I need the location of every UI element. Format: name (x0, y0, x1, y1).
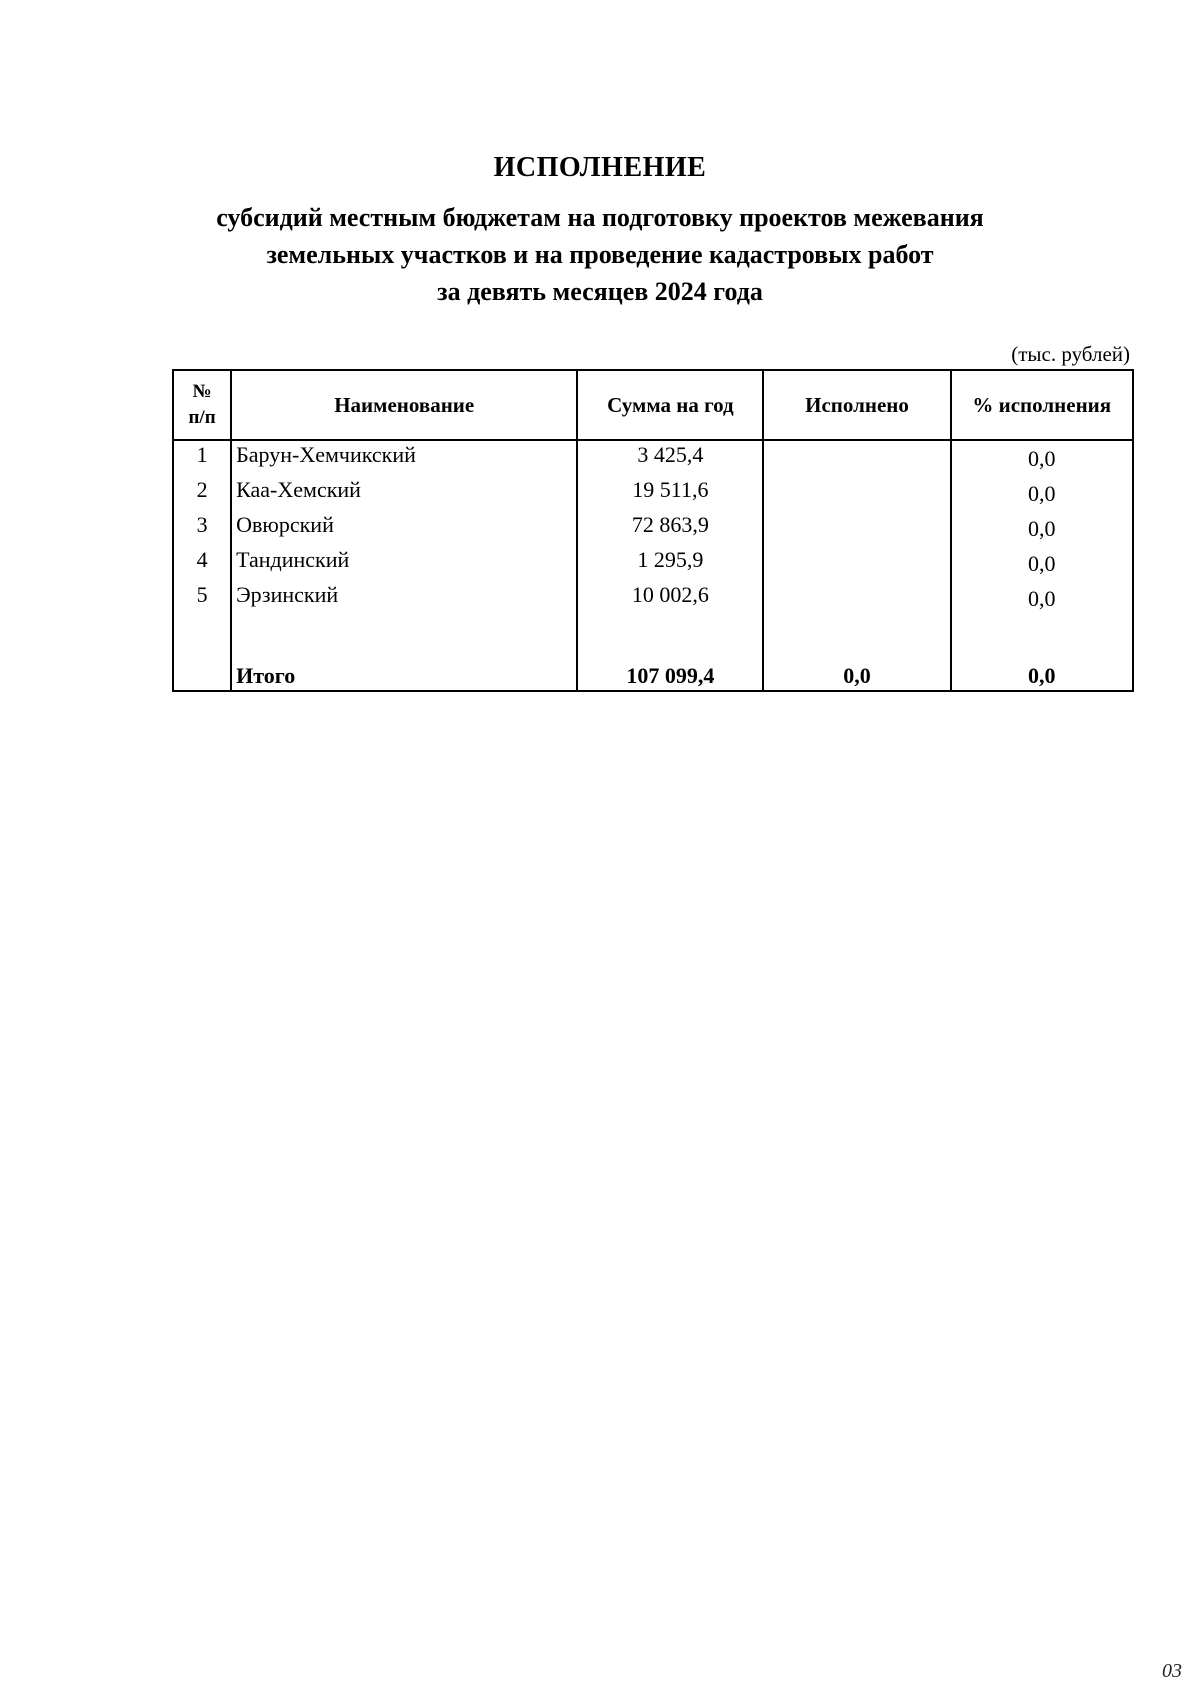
total-pct: 0,0 (951, 654, 1133, 691)
row-name: Овюрский (231, 511, 577, 546)
row-sum: 3 425,4 (577, 440, 763, 476)
table-row (173, 476, 1133, 511)
row-sum: 1 295,9 (577, 546, 763, 581)
row-sum: 10 002,6 (577, 581, 763, 616)
header-num (173, 370, 231, 440)
row-pct: 0,0 (951, 581, 1133, 616)
header-num-line1: № (192, 381, 212, 402)
units-label: (тыс. рублей) (1011, 342, 1130, 366)
row-num: 2 (173, 476, 231, 511)
document-title: ИСПОЛНЕНИЕ (493, 152, 707, 183)
table-row (173, 511, 1133, 546)
row-name: Барун-Хемчикский (231, 440, 577, 476)
total-sum: 107 099,4 (577, 654, 763, 691)
header-done: Исполнено (763, 370, 950, 440)
row-name: Эрзинский (231, 581, 577, 616)
row-done (763, 511, 950, 546)
table-spacer-row (173, 616, 1133, 654)
table-row (173, 546, 1133, 581)
row-name: Тандинский (231, 546, 577, 581)
table-total-row (173, 654, 1133, 691)
row-sum: 19 511,6 (577, 476, 763, 511)
row-num: 4 (173, 546, 231, 581)
row-done (763, 476, 950, 511)
page-mark: 03 (1162, 1660, 1182, 1682)
table-row (173, 581, 1133, 616)
header-pct: % исполнения (951, 370, 1133, 440)
document-subtitle (0, 199, 1200, 310)
row-pct: 0,0 (951, 440, 1133, 476)
table-row (173, 440, 1133, 476)
row-sum: 72 863,9 (577, 511, 763, 546)
row-pct: 0,0 (951, 476, 1133, 511)
header-num-line2: п/п (188, 407, 216, 428)
row-pct: 0,0 (951, 546, 1133, 581)
row-done (763, 546, 950, 581)
row-done (763, 440, 950, 476)
total-name: Итого (231, 654, 577, 691)
row-pct: 0,0 (951, 511, 1133, 546)
row-num: 1 (173, 440, 231, 476)
subtitle-line-2: земельных участков и на проведение кадастровых работ (266, 240, 934, 269)
row-done (763, 581, 950, 616)
table-header-row (173, 370, 1133, 440)
subtitle-line-3: за девять месяцев 2024 года (437, 277, 763, 306)
row-num: 5 (173, 581, 231, 616)
header-sum: Сумма на год (577, 370, 763, 440)
row-name: Каа-Хемский (231, 476, 577, 511)
total-done: 0,0 (763, 654, 950, 691)
subtitle-line-1: субсидий местным бюджетам на подготовку проектов межевания (216, 203, 984, 232)
row-num: 3 (173, 511, 231, 546)
header-name: Наименование (231, 370, 577, 440)
execution-table (172, 369, 1134, 692)
